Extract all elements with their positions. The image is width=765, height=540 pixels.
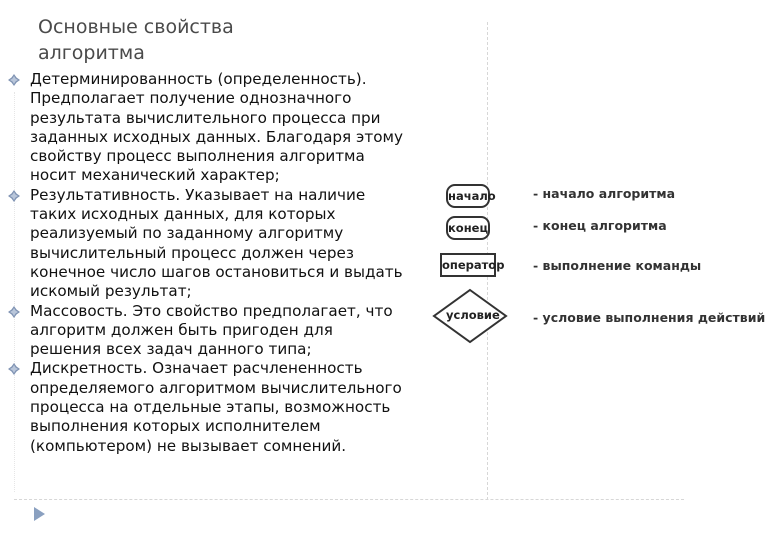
condition-legend-description: - условие выполнения действий [533,310,765,325]
property-text-line: алгоритм должен быть пригоден для [30,320,333,339]
end-terminal-shape: конец [446,216,490,240]
property-text-line: Предполагает получение однозначного [30,89,352,108]
property-text-line: Результативность. Указывает на наличие [30,185,366,204]
property-text-line: (компьютером) не вызывает сомнений. [30,436,347,455]
property-text-line: определяемого алгоритмом вычислительного [30,378,402,397]
diamond-bullet-icon [8,190,20,202]
next-slide-arrow-icon[interactable] [32,506,46,522]
slide-title-line-1: Основные свойства [38,16,234,38]
property-text-line: искомый результат; [30,282,192,301]
operator-process-shape: оператор [440,253,496,277]
slide-title-line-2: алгоритма [38,42,145,64]
property-text-line: процесса на отдельные этапы, возможность [30,398,391,417]
property-item [30,359,460,455]
slide-title [38,14,234,66]
property-text-line: решения всех задач данного типа; [30,340,312,359]
property-text-line: свойству процесс выполнения алгоритма [30,147,365,166]
property-item [30,302,460,360]
start-terminal-shape: начало [446,184,490,208]
property-text-line: выполнения которых исполнителем [30,417,321,436]
property-item [30,70,460,186]
end-legend-description: - конец алгоритма [533,218,667,233]
property-text-line: Массовость. Это свойство предполагает, что [30,301,393,320]
property-text-line: Детерминированность (определенность). [30,70,367,88]
property-text-line: реализуемый по заданному алгоритму [30,224,344,243]
property-text-line: вычислительный процесс должен через [30,243,354,262]
property-text-line: таких исходных данных, для которых [30,205,336,224]
left-margin-guide [14,92,15,492]
diamond-bullet-icon [8,363,20,375]
start-legend-description: - начало алгоритма [533,186,676,201]
condition-shape-label: условие [446,308,500,322]
guide-horizontal-divider [14,499,684,500]
diamond-bullet-icon [8,74,20,86]
property-text-line: конечное число шагов остановиться и выдать [30,262,403,281]
property-text-line: Дискретность. Означает расчлененность [30,359,363,378]
properties-list [30,70,460,456]
property-text-line: носит механический характер; [30,166,280,185]
property-text-line: заданных исходных данных. Благодаря этому [30,127,403,146]
operator-legend-description: - выполнение команды [533,258,702,273]
diamond-bullet-icon [8,306,20,318]
property-item [30,186,460,302]
property-text-line: результата вычислительного процесса при [30,108,381,127]
